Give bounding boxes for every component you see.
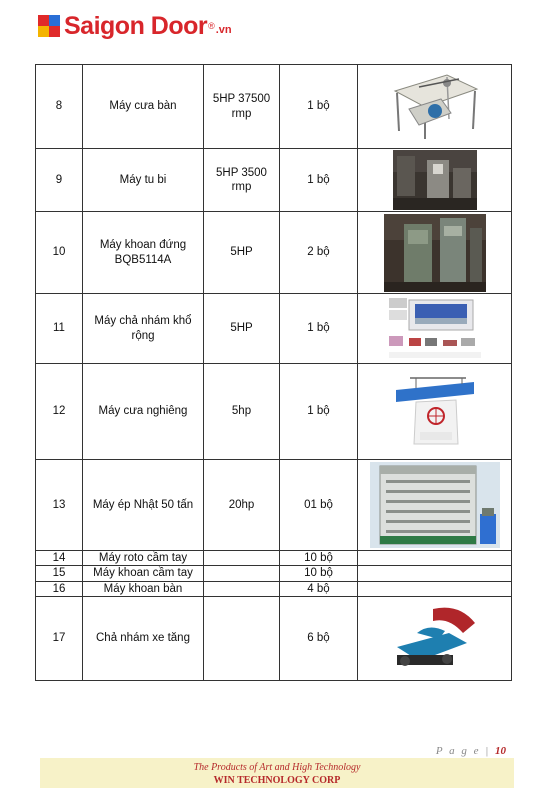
machine-name: Máy roto cầm tay: [83, 551, 204, 566]
table-row: [36, 566, 512, 581]
footer-band: [40, 758, 514, 788]
row-number: 12: [36, 364, 83, 460]
table-row: [36, 65, 512, 149]
table-row: [36, 364, 512, 460]
logo-domain: .vn: [215, 24, 232, 36]
machine-name: Máy ép Nhật 50 tấn: [83, 460, 204, 551]
machine-photo: [358, 149, 512, 212]
machine-photo: [358, 597, 512, 681]
row-number: 8: [36, 65, 83, 149]
footer-tagline: The Products of Art and High Technology: [193, 762, 361, 773]
page-number: [436, 745, 506, 757]
row-number: 14: [36, 551, 83, 566]
machine-spec: 5hp: [204, 364, 280, 460]
table-row: [36, 149, 512, 212]
machine-quantity: 1 bộ: [280, 364, 358, 460]
belt-sander-image: [389, 603, 481, 675]
machine-quantity: 1 bộ: [280, 65, 358, 149]
hydraulic-press-image: [370, 462, 500, 548]
row-number: 9: [36, 149, 83, 212]
machine-photo: [358, 581, 512, 596]
row-number: 10: [36, 212, 83, 294]
machine-spec: 20hp: [204, 460, 280, 551]
machine-quantity: 4 bộ: [280, 581, 358, 596]
machine-spec: 5HP: [204, 212, 280, 294]
table-row: [36, 460, 512, 551]
page-number-value: 10: [495, 745, 506, 757]
machine-quantity: 1 bộ: [280, 294, 358, 364]
table-row: [36, 212, 512, 294]
table-row: [36, 597, 512, 681]
machine-spec: 5HP 3500 rmp: [204, 149, 280, 212]
drill-press-image: [384, 214, 486, 292]
header-logo: [38, 10, 232, 42]
machine-name: Máy khoan bàn: [83, 581, 204, 596]
logo-registered-mark: ®: [208, 21, 215, 31]
table-saw-image: [389, 69, 481, 145]
machine-name: Máy khoan cầm tay: [83, 566, 204, 581]
machine-quantity: 10 bộ: [280, 551, 358, 566]
machine-spec: 5HP: [204, 294, 280, 364]
table-row: [36, 294, 512, 364]
machine-photo: [358, 65, 512, 149]
logo-text: Saigon Door: [64, 11, 208, 40]
machine-photo: [358, 566, 512, 581]
row-number: 16: [36, 581, 83, 596]
page-label: P a g e |: [435, 745, 491, 757]
machine-spec: [204, 551, 280, 566]
machine-name: Máy cưa bàn: [83, 65, 204, 149]
machine-photo: [358, 460, 512, 551]
machine-name: Máy khoan đứng BQB5114A: [83, 212, 204, 294]
row-number: 13: [36, 460, 83, 551]
machine-name: Chả nhám xe tăng: [83, 597, 204, 681]
machine-spec: 5HP 37500 rmp: [204, 65, 280, 149]
tilt-saw-image: [392, 374, 478, 450]
machine-spec: [204, 581, 280, 596]
machine-quantity: 10 bộ: [280, 566, 358, 581]
table-row: [36, 551, 512, 566]
row-number: 15: [36, 566, 83, 581]
machine-photo: [358, 364, 512, 460]
machine-spec: [204, 566, 280, 581]
machine-photo: [358, 294, 512, 364]
wide-sander-image: [387, 296, 483, 362]
logo-icon: [38, 15, 60, 37]
table-row: [36, 581, 512, 596]
machine-name: Máy tu bi: [83, 149, 204, 212]
workshop-machine-image: [393, 150, 477, 210]
machine-name: Máy cưa nghiêng: [83, 364, 204, 460]
equipment-table: [35, 64, 512, 681]
machine-photo: [358, 551, 512, 566]
footer-company: WIN TECHNOLOGY CORP: [213, 775, 341, 786]
machine-quantity: 1 bộ: [280, 149, 358, 212]
row-number: 11: [36, 294, 83, 364]
row-number: 17: [36, 597, 83, 681]
machine-photo: [358, 212, 512, 294]
machine-quantity: 01 bộ: [280, 460, 358, 551]
machine-name: Máy chả nhám khổ rộng: [83, 294, 204, 364]
machine-quantity: 2 bộ: [280, 212, 358, 294]
machine-quantity: 6 bộ: [280, 597, 358, 681]
machine-spec: [204, 597, 280, 681]
